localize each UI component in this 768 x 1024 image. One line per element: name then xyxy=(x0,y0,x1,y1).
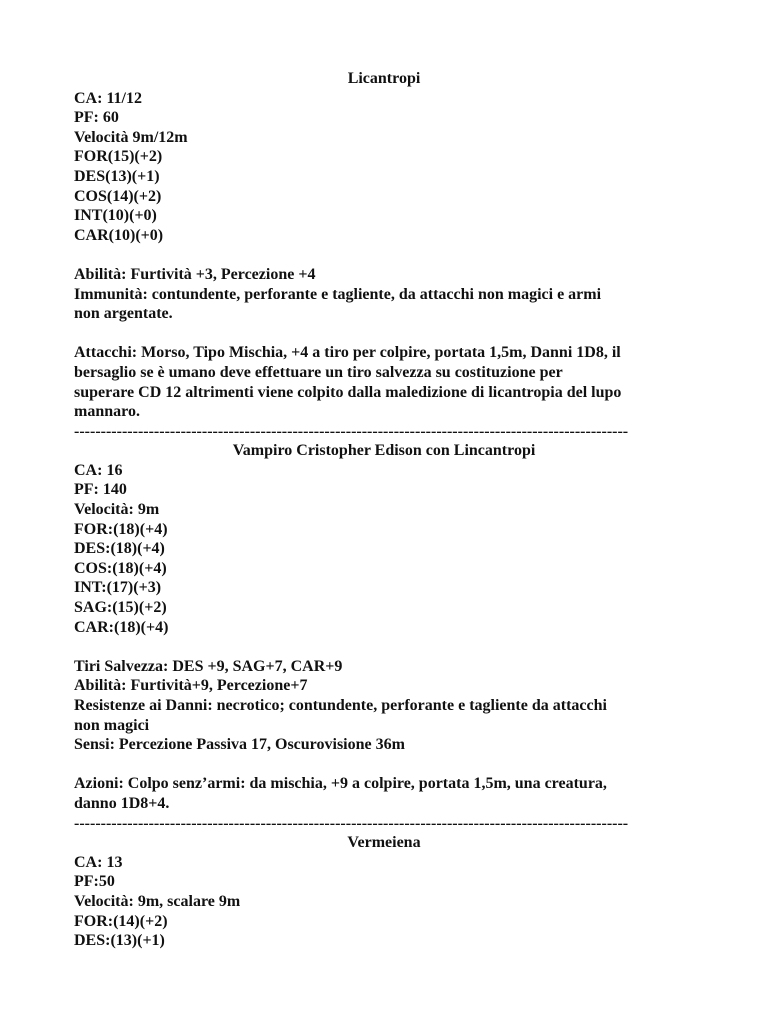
licantropi-ca: CA: 11/12 xyxy=(74,89,142,107)
licantropi-des: DES(13)(+1) xyxy=(74,167,160,185)
vampiro-resistenze-line-1: Resistenze ai Danni: necrotico; contundente, perforante e tagliente da attacchi xyxy=(74,697,607,714)
blank-line xyxy=(74,637,694,657)
vampiro-cos: COS:(18)(+4) xyxy=(74,559,167,577)
vampiro-resistenze-line-2: non magici xyxy=(74,716,150,734)
licantropi-velocita: Velocità 9m/12m xyxy=(74,128,188,146)
licantropi-cos: COS(14)(+2) xyxy=(74,187,162,205)
blank-line xyxy=(74,245,694,265)
vampiro-car: CAR:(18)(+4) xyxy=(74,618,169,636)
vampiro-des: DES:(18)(+4) xyxy=(74,540,165,558)
blank-line xyxy=(74,755,694,775)
vampiro-pf: PF: 140 xyxy=(74,481,127,499)
licantropi-int: INT(10)(+0) xyxy=(74,207,157,225)
vermeiena-pf: PF:50 xyxy=(74,873,115,891)
document-page xyxy=(74,69,694,951)
vampiro-sensi: Sensi: Percezione Passiva 17, Oscurovisione 36m xyxy=(74,736,405,754)
vampiro-abilita: Abilità: Furtività+9, Percezione+7 xyxy=(74,677,308,695)
vampiro-for: FOR:(18)(+4) xyxy=(74,520,168,538)
licantropi-pf: PF: 60 xyxy=(74,109,119,127)
blank-line xyxy=(74,324,694,344)
vermeiena-velocita: Velocità: 9m, scalare 9m xyxy=(74,892,241,910)
vermeiena-title: Vermeiena xyxy=(347,834,421,852)
licantropi-attacchi-line-1: Attacchi: Morso, Tipo Mischia, +4 a tiro per colpire, portata 1,5m, Danni 1D8, il xyxy=(74,344,621,362)
vampiro-title: Vampiro Cristopher Edison con Lincantropi xyxy=(232,442,536,460)
licantropi-for: FOR(15)(+2) xyxy=(74,148,163,166)
vampiro-velocita: Velocità: 9m xyxy=(74,501,160,519)
vampiro-sag: SAG:(15)(+2) xyxy=(74,599,167,617)
section-separator: -------------------------------------------------------------------------------------------------------- xyxy=(74,814,629,832)
vampiro-ca: CA: 16 xyxy=(74,461,123,479)
vermeiena-ca: CA: 13 xyxy=(74,853,123,871)
vampiro-int: INT:(17)(+3) xyxy=(74,579,162,597)
vampiro-azioni-line-1: Azioni: Colpo senz’armi: da mischia, +9 a colpire, portata 1,5m, una creatura, xyxy=(74,775,607,793)
licantropi-attacchi-line-4: mannaro. xyxy=(74,403,140,421)
section-separator: -------------------------------------------------------------------------------------------------------- xyxy=(74,422,629,440)
licantropi-immunita-line-1: Immunità: contundente, perforante e tagliente, da attacchi non magici e armi xyxy=(74,285,602,303)
licantropi-title: Licantropi xyxy=(347,70,421,87)
vampiro-azioni-line-2: danno 1D8+4. xyxy=(74,794,170,812)
licantropi-attacchi-line-2: bersaglio se è umano deve effettuare un tiro salvezza su costituzione per xyxy=(74,363,563,381)
licantropi-car: CAR(10)(+0) xyxy=(74,226,164,244)
vermeiena-des: DES:(13)(+1) xyxy=(74,932,165,950)
vermeiena-for: FOR:(14)(+2) xyxy=(74,912,168,930)
licantropi-attacchi-line-3: superare CD 12 altrimenti viene colpito dalla maledizione di licantropia del lupo xyxy=(74,383,622,401)
licantropi-immunita-line-2: non argentate. xyxy=(74,305,173,323)
licantropi-abilita: Abilità: Furtività +3, Percezione +4 xyxy=(74,265,316,283)
vampiro-tiri-salvezza: Tiri Salvezza: DES +9, SAG+7, CAR+9 xyxy=(74,657,343,675)
